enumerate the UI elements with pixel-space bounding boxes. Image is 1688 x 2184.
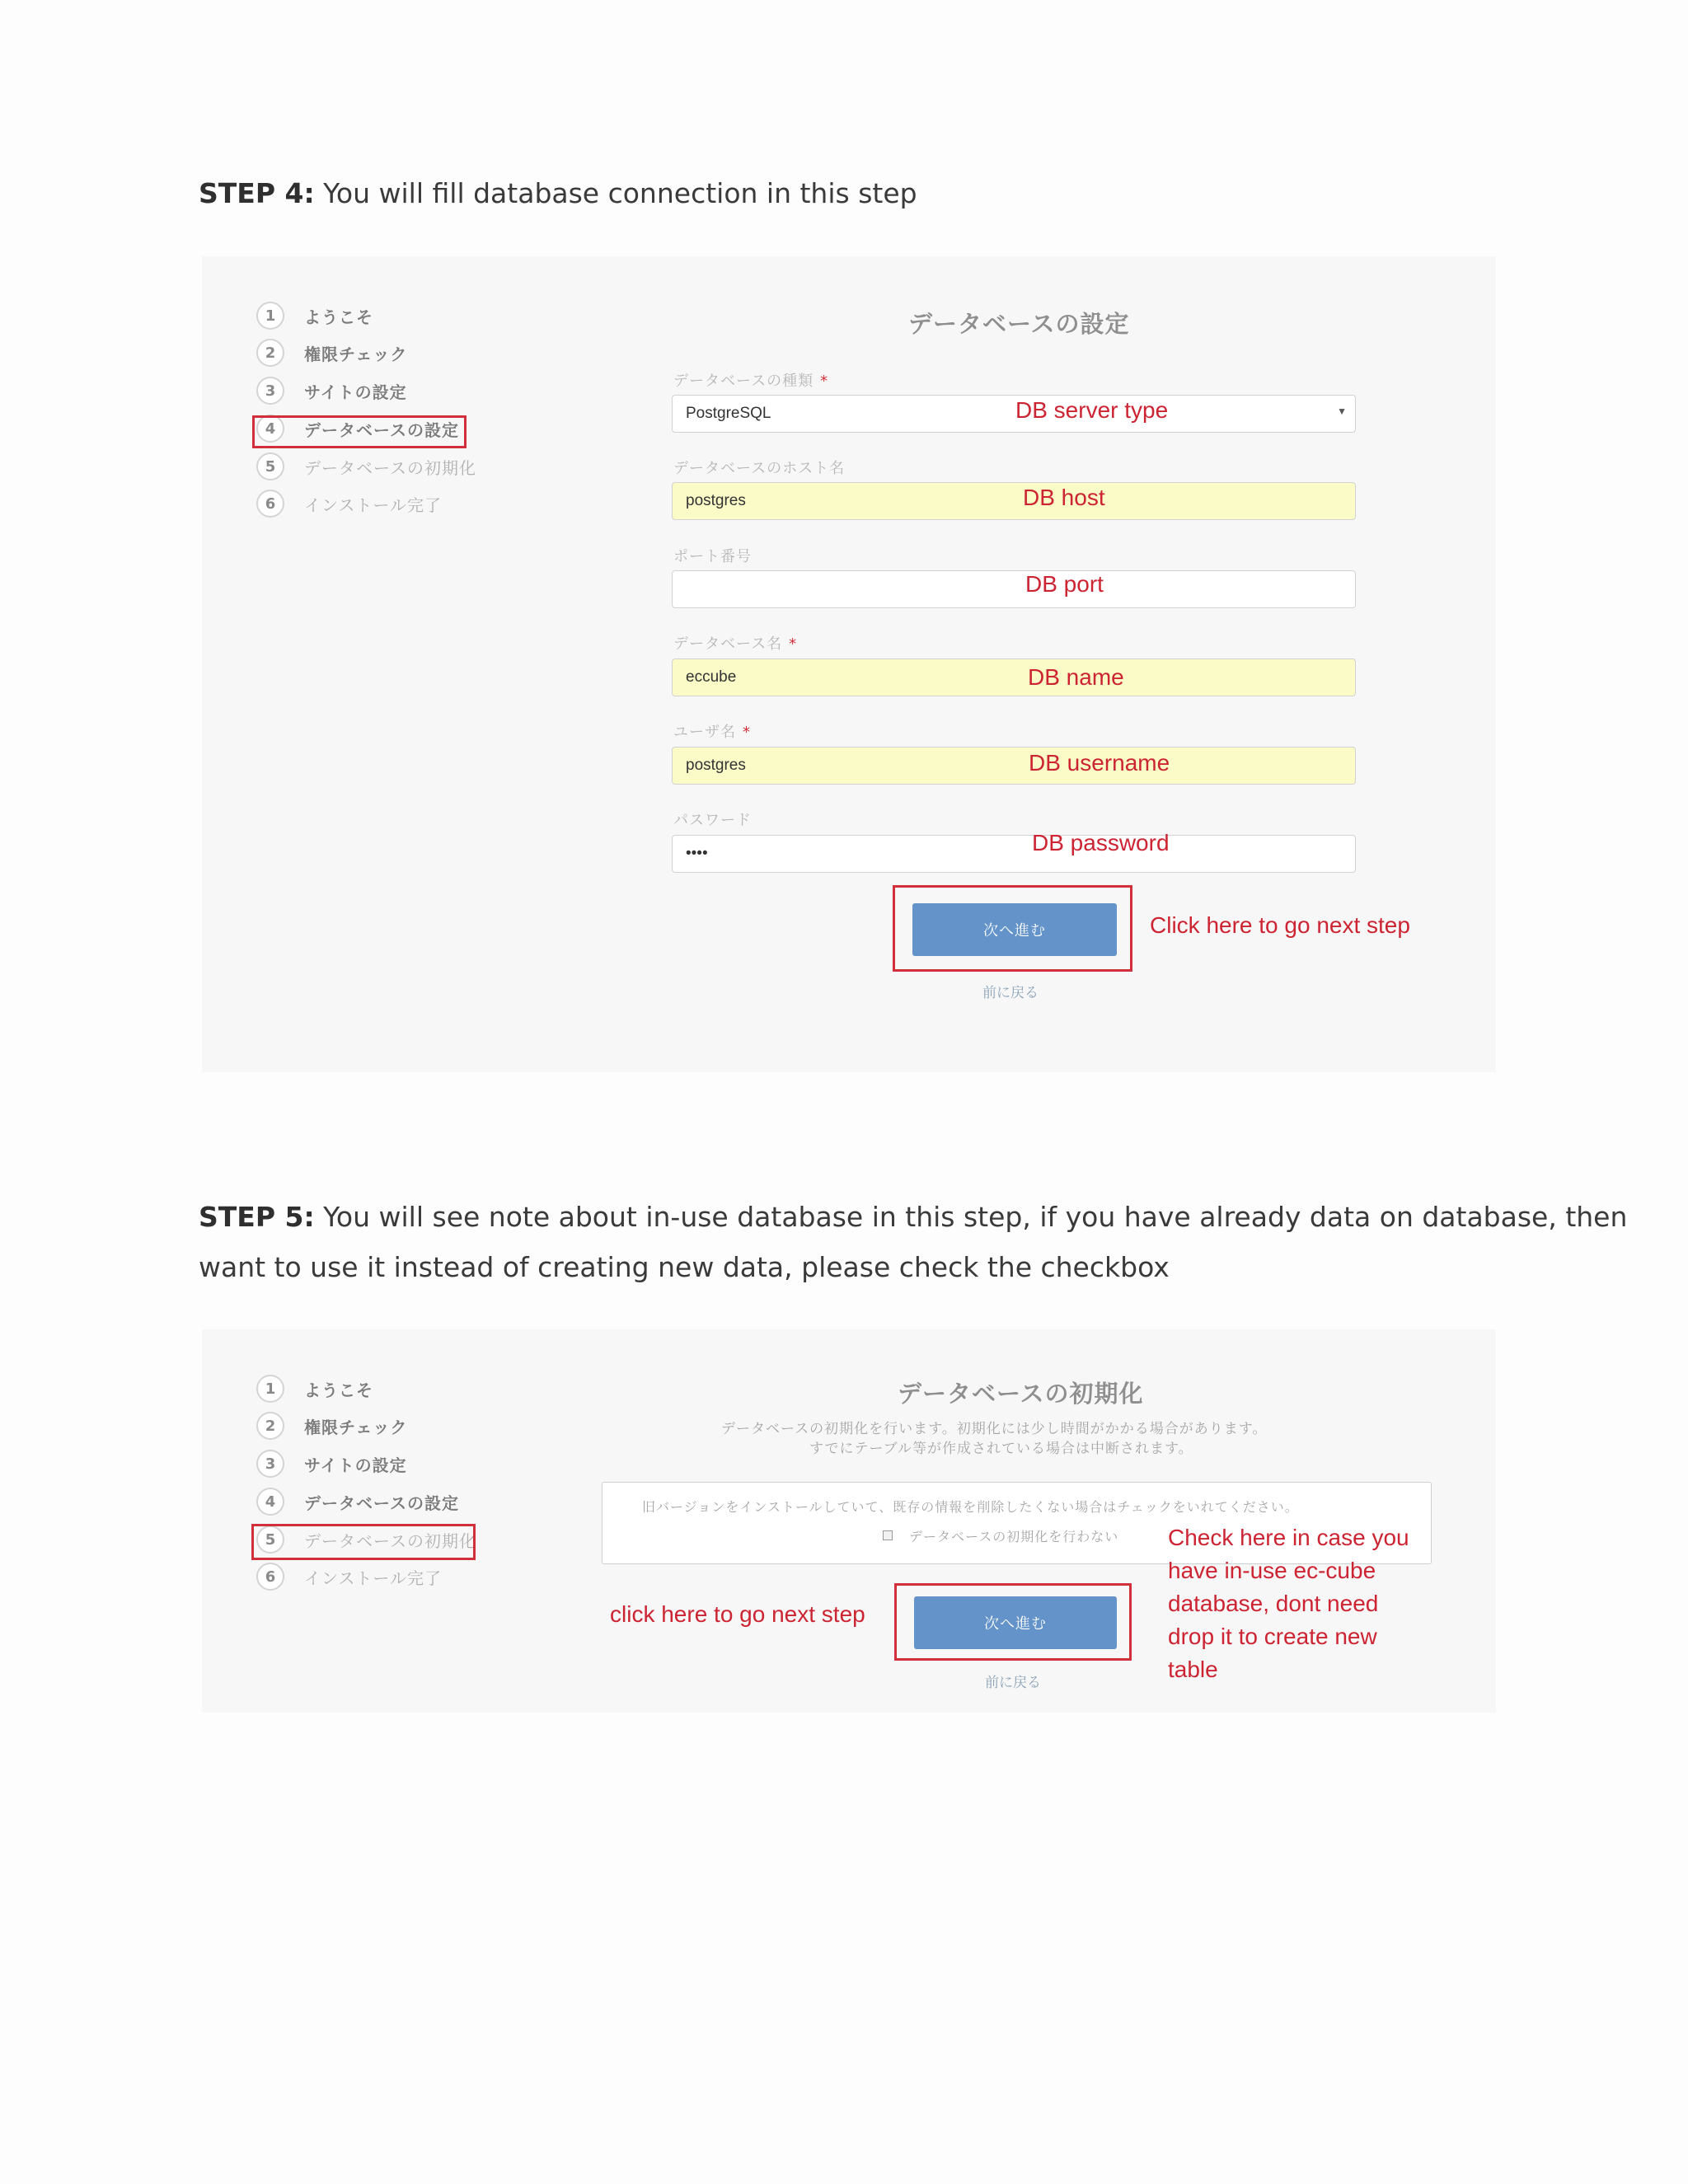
db-user-annotation: DB username — [1029, 750, 1170, 776]
database-settings-panel — [202, 256, 1496, 1072]
panel-title: データベースの設定 — [908, 310, 1130, 338]
db-port-annotation: DB port — [1025, 571, 1104, 597]
current-step-highlight — [252, 415, 467, 448]
step4-heading — [199, 168, 917, 218]
db-name-input[interactable]: eccube — [672, 658, 1356, 696]
check-annotation: Check here in case you have in-use ec-cube database, dont need drop it to create new table — [1168, 1525, 1409, 1682]
panel-title: データベースの初期化 — [898, 1380, 1144, 1408]
db-password-input[interactable]: •••• — [672, 835, 1356, 873]
database-init-panel — [202, 1329, 1496, 1713]
step5-prefix: STEP 5: — [199, 1201, 315, 1233]
current-step-highlight — [251, 1524, 476, 1560]
wizard-step-6: 6 インストール完了 — [256, 487, 442, 520]
skip-init-checkbox[interactable] — [883, 1530, 893, 1540]
wizard-step-3: 3 サイトの設定 — [256, 1447, 407, 1480]
left-next-annotation: click here to go next step — [610, 1601, 865, 1627]
db-type-annotation: DB server type — [1015, 397, 1169, 423]
wizard-step-3: 3 サイトの設定 — [256, 374, 407, 407]
desc-line2: すでにテーブル等が作成されている場合は中断されます。 — [809, 1441, 1193, 1457]
back-link[interactable]: 前に戻る — [982, 985, 1039, 1001]
db-host-input[interactable]: postgres — [672, 482, 1356, 520]
wizard-step-1: 1 ようこそ — [256, 299, 373, 332]
db-port-input[interactable] — [672, 570, 1356, 608]
step5-heading — [199, 1192, 1627, 1242]
wizard-step-2: 2 権限チェック — [256, 336, 407, 369]
next-button[interactable]: 次へ進む — [914, 1596, 1117, 1649]
db-password-annotation: DB password — [1032, 830, 1170, 855]
wizard-step-1: 1 ようこそ — [256, 1372, 373, 1405]
next-annotation: Click here to go next step — [1150, 912, 1410, 938]
db-user-input[interactable]: postgres — [672, 747, 1356, 785]
desc-line1: データベースの初期化を行います。初期化には少し時間がかかる場合があります。 — [721, 1421, 1268, 1437]
wizard-step-4: 4 データベースの設定 — [256, 1485, 459, 1518]
step4-text: You will fill database connection in this step — [314, 177, 917, 209]
dropdown-arrow-icon: ▼ — [1337, 405, 1347, 417]
note-text: 旧バージョンをインストールしていて、既存の情報を削除したくない場合はチェックをいれてください。 — [642, 1499, 1299, 1515]
db-type-label: データベースの種類 * — [673, 373, 829, 390]
db-host-label: データベースのホスト名 — [673, 460, 846, 477]
db-name-label: データベース名 * — [673, 635, 798, 653]
db-user-label: ユーザ名 * — [673, 724, 751, 741]
wizard-step-4: 4 データベースの設定 — [256, 412, 459, 445]
wizard-step-5: 5 データベースの初期化 — [256, 450, 476, 483]
step4-prefix: STEP 4: — [199, 177, 315, 209]
step5-line1: You will see note about in-use database in this step, if you have already data on database, then — [314, 1201, 1628, 1233]
db-host-annotation: DB host — [1023, 485, 1105, 510]
checkbox-label: データベースの初期化を行わない — [909, 1529, 1119, 1544]
db-type-select[interactable]: PostgreSQL ▼ — [672, 395, 1356, 433]
db-port-label: ポート番号 — [673, 548, 752, 565]
wizard-step-5: 5 データベースの初期化 — [256, 1523, 476, 1556]
db-name-annotation: DB name — [1028, 664, 1124, 690]
wizard-step-2: 2 権限チェック — [256, 1409, 407, 1442]
db-password-label: パスワード — [673, 812, 752, 829]
back-link[interactable]: 前に戻る — [985, 1675, 1041, 1691]
next-button[interactable]: 次へ進む — [912, 903, 1117, 956]
step5-line2: want to use it instead of creating new data, please check the checkbox — [199, 1251, 1170, 1283]
wizard-step-6: 6 インストール完了 — [256, 1560, 442, 1593]
